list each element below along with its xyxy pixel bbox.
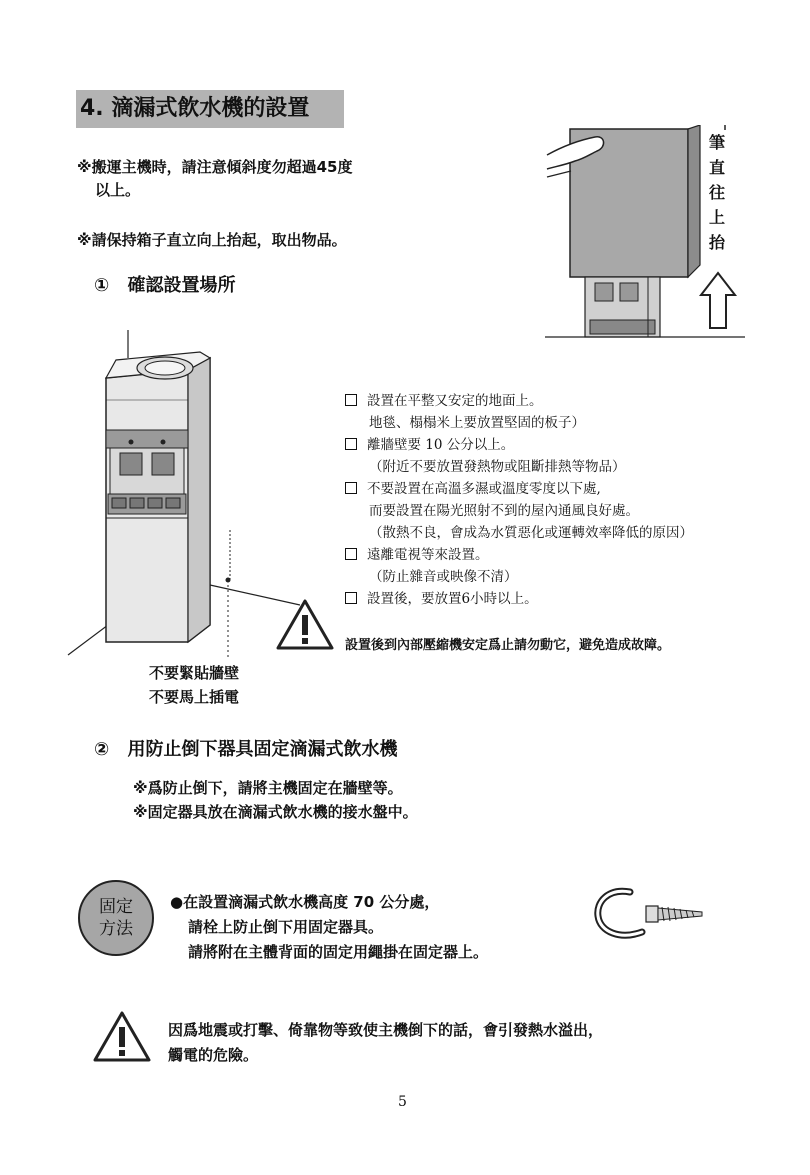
checklist-item: 設置後，要放置6小時以上。	[345, 588, 693, 610]
checklist-item: 離牆壁要 10 公分以上。	[345, 434, 693, 456]
warning-icon	[275, 598, 335, 652]
checkbox-icon	[345, 438, 357, 450]
checklist-item: 設置在平整又安定的地面上。	[345, 390, 693, 412]
step1-heading	[94, 271, 236, 297]
caption-wall: 不要緊貼牆壁	[149, 664, 240, 682]
method-line3: 請將附在主體背面的固定用繩掛在固定器上。	[188, 943, 489, 961]
bottom-warning-line1: 因爲地震或打擊、倚靠物等致使主機倒下的話，會引發熱水溢出，	[168, 1021, 604, 1039]
checkbox-icon	[345, 548, 357, 560]
lift-char: 直	[708, 158, 725, 177]
method-line2: 請栓上防止倒下用固定器具。	[188, 918, 384, 936]
checkbox-icon	[345, 592, 357, 604]
checkbox-icon	[345, 394, 357, 406]
checklist-item: （散熱不良，會成為水質惡化或運轉效率降低的原因）	[369, 525, 693, 541]
lift-char: 往	[708, 183, 725, 202]
method-line1: ●在設置滴漏式飲水機高度 70 公分處，	[170, 893, 440, 911]
checklist-item: 而要設置在陽光照射不到的屋內通風良好處。	[369, 503, 639, 519]
placement-checklist	[345, 390, 693, 610]
lift-char: 筆	[708, 133, 725, 152]
step2-title: 用防止倒下器具固定滴漏式飲水機	[127, 739, 398, 760]
checklist-item: 遠離電視等來設置。	[345, 544, 693, 566]
step2-note1: ※爲防止倒下，請將主機固定在牆壁等。	[133, 779, 403, 797]
lift-char: 抬	[708, 233, 725, 252]
caption-plug: 不要馬上插電	[149, 688, 240, 706]
step2-note2: ※固定器具放在滴漏式飲水機的接水盤中。	[133, 803, 418, 821]
note-box: ※請保持箱子直立向上抬起，取出物品。	[77, 231, 347, 249]
page-number: 5	[398, 1094, 407, 1110]
lift-caption-vertical	[707, 130, 727, 255]
lift-char: 上	[708, 208, 725, 227]
stability-warning-text: 設置後到內部壓縮機安定爲止請勿動它，避免造成故障。	[345, 638, 671, 653]
note-tilt-line1: ※搬運主機時，請注意傾斜度勿超過45度	[77, 158, 353, 176]
checkbox-icon	[345, 482, 357, 494]
hook-icon	[590, 880, 710, 945]
checklist-item: （防止雜音或映像不清）	[369, 569, 518, 585]
section-heading: 4. 滴漏式飲水機的設置	[76, 90, 344, 128]
checklist-item: 不要設置在高溫多濕或溫度零度以下處,	[345, 478, 693, 500]
step1-title: 確認設置場所	[127, 275, 236, 296]
checklist-item: （附近不要放置發熱物或阻斷排熱等物品）	[369, 459, 626, 475]
bottom-warning-line2: 觸電的危險。	[168, 1046, 259, 1064]
note-tilt-line2: 以上。	[95, 181, 141, 199]
step2-heading	[94, 735, 398, 761]
dispenser-illustration	[60, 330, 310, 670]
step2-number: ②	[94, 739, 110, 760]
warning-icon	[92, 1010, 152, 1064]
step1-number: ①	[94, 275, 110, 296]
checklist-item: 地毯、榻榻米上要放置堅固的板子）	[369, 415, 585, 431]
method-badge: 固定 方法	[78, 880, 154, 956]
